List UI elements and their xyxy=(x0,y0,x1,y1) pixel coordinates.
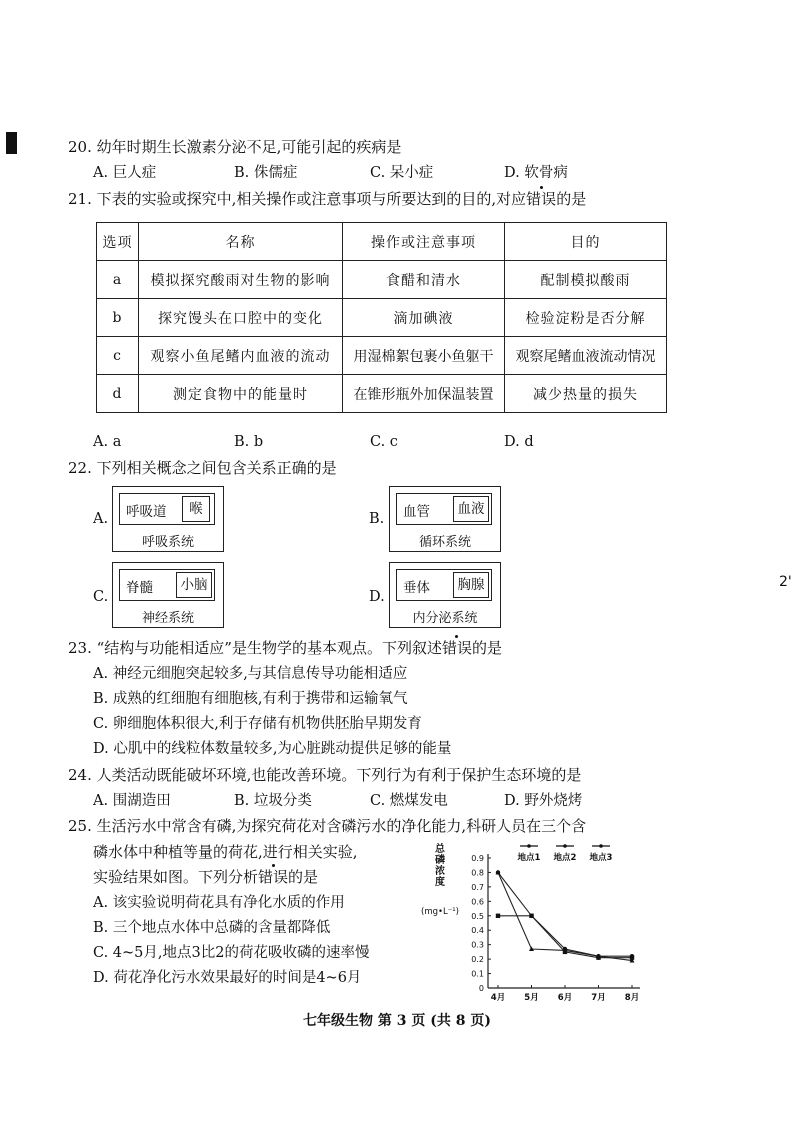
q24-option-a[interactable]: A. 围湖造田 xyxy=(93,793,171,809)
q21-option-b[interactable]: B. b xyxy=(234,434,264,450)
legend-label: 地点1 xyxy=(517,853,541,863)
table-cell: 观察小鱼尾鳍内血液的流动 xyxy=(139,337,343,375)
q20-option-b[interactable]: B. 侏儒症 xyxy=(234,165,298,181)
q24-option-b[interactable]: B. 垃圾分类 xyxy=(234,793,312,809)
header-cell: 名称 xyxy=(139,223,343,261)
outer-label: 循环系统 xyxy=(418,535,471,550)
outer-label: 呼吸系统 xyxy=(141,535,194,550)
y-tick-label: 0.3 xyxy=(471,940,484,950)
header-cell: 选项 xyxy=(97,223,139,261)
table-row xyxy=(97,337,667,375)
q21-option-d[interactable]: D. d xyxy=(504,434,534,450)
table-cell: b xyxy=(97,299,139,337)
q22-option-b-letter[interactable]: B. xyxy=(369,511,385,527)
y-axis-unit: (mg•L⁻¹) xyxy=(421,907,459,917)
page-footer: 七年级生物 第 3 页 (共 8 页) xyxy=(303,1013,491,1029)
legend-swatch-marker xyxy=(599,844,603,848)
table-header-row xyxy=(97,223,667,261)
outer-label: 神经系统 xyxy=(141,611,194,626)
q20-stem: 20. 幼年时期生长激素分泌不足,可能引起的疾病是 xyxy=(68,138,402,156)
data-point xyxy=(529,914,533,918)
q22-stem: 22. 下列相关概念之间包含关系正确的是 xyxy=(68,459,337,477)
q23-option-a[interactable]: A. 神经元细胞突起较多,与其信息传导功能相适应 xyxy=(93,666,408,682)
y-axis-label-char: 磷 xyxy=(435,855,445,866)
registration-marker xyxy=(6,132,17,154)
q25-chart xyxy=(418,842,648,1004)
q24-option-d[interactable]: D. 野外烧烤 xyxy=(504,793,583,809)
table-cell: 在锥形瓶外加保温装置 xyxy=(343,375,505,413)
table-cell: 观察尾鳍血液流动情况 xyxy=(505,337,667,375)
table-cell: a xyxy=(97,261,139,299)
q22-option-c-letter[interactable]: C. xyxy=(93,589,109,605)
x-tick-label: 7月 xyxy=(591,993,606,1003)
y-axis-label-char: 浓 xyxy=(435,866,445,877)
q25-stem-line1: 25. 生活污水中常含有磷,为探究荷花对含磷污水的净化能力,科研人员在三个含 xyxy=(68,817,587,835)
q22-option-a-letter[interactable]: A. xyxy=(93,511,109,527)
q22-diagram-d xyxy=(389,562,501,628)
q22-diagram-a xyxy=(112,486,224,552)
middle-box xyxy=(396,493,492,525)
y-tick-label: 0.4 xyxy=(471,926,484,936)
q25-stem-line2: 磷水体中种植等量的荷花,进行相关实验, xyxy=(93,843,358,861)
y-tick-label: 0.9 xyxy=(471,854,484,863)
q20-option-a[interactable]: A. 巨人症 xyxy=(93,165,157,181)
table-row xyxy=(97,375,667,413)
legend-label: 地点2 xyxy=(553,853,577,863)
q24-option-c[interactable]: C. 燃煤发电 xyxy=(370,793,448,809)
y-tick-label: 0.7 xyxy=(471,882,484,892)
middle-box xyxy=(119,569,215,601)
inner-box: 喉 xyxy=(182,496,210,522)
middle-label: 血管 xyxy=(403,504,430,520)
table-cell: d xyxy=(97,375,139,413)
q25-option-a[interactable]: A. 该实验说明荷花具有净化水质的作用 xyxy=(93,895,345,911)
q21-stem: 21. 下表的实验或探究中,相关操作或注意事项与所要达到的目的,对应错误的是 xyxy=(68,190,587,208)
middle-box xyxy=(119,493,215,525)
outer-label: 内分泌系统 xyxy=(412,611,478,626)
q21-option-c[interactable]: C. c xyxy=(370,434,398,450)
table-row xyxy=(97,299,667,337)
middle-label: 呼吸道 xyxy=(126,504,167,520)
table-cell: c xyxy=(97,337,139,375)
table-cell: 检验淀粉是否分解 xyxy=(505,299,667,337)
q25-option-c[interactable]: C. 4~5月,地点3比2的荷花吸收磷的速率慢 xyxy=(93,945,370,961)
middle-label: 垂体 xyxy=(403,580,430,596)
header-cell: 目的 xyxy=(505,223,667,261)
middle-label: 脊髓 xyxy=(126,580,153,596)
q20-option-d[interactable]: D. 软骨病 xyxy=(504,165,568,181)
q22-diagram-b xyxy=(389,486,501,552)
x-tick-label: 6月 xyxy=(557,993,573,1003)
data-point xyxy=(496,914,500,918)
header-cell: 操作或注意事项 xyxy=(343,223,505,261)
table-cell: 探究馒头在口腔中的变化 xyxy=(139,299,343,337)
middle-box xyxy=(396,569,492,601)
legend-swatch-marker xyxy=(563,844,567,848)
table-cell: 滴加碘液 xyxy=(343,299,505,337)
y-tick-label: 0.6 xyxy=(471,897,484,907)
q25-option-d[interactable]: D. 荷花净化污水效果最好的时间是4~6月 xyxy=(93,970,362,986)
y-tick-label: 0.5 xyxy=(471,911,484,921)
q22-diagram-c xyxy=(112,562,224,628)
table-cell: 食醋和清水 xyxy=(343,261,505,299)
q21-option-a[interactable]: A. a xyxy=(93,434,122,450)
table-cell: 测定食物中的能量时 xyxy=(139,375,343,413)
y-tick-label: 0.2 xyxy=(471,955,484,965)
inner-box: 血液 xyxy=(453,496,489,522)
legend-label: 地点3 xyxy=(589,853,613,863)
y-tick-label: 0.1 xyxy=(471,969,484,979)
q23-stem: 23. “结构与功能相适应”是生物学的基本观点。下列叙述错误的是 xyxy=(68,639,502,657)
q25-stem-line3: 实验结果如图。下列分析错误的是 xyxy=(93,868,319,886)
y-tick-label: 0 xyxy=(478,984,484,993)
q21-table xyxy=(96,222,667,413)
y-axis-label-char: 总 xyxy=(435,844,445,855)
legend-swatch-marker xyxy=(527,844,531,848)
series-line-1 xyxy=(498,872,632,956)
y-axis-label-char: 度 xyxy=(435,877,445,888)
x-tick-label: 4月 xyxy=(490,993,506,1003)
edge-mark: 2' xyxy=(779,574,792,590)
table-cell: 配制模拟酸雨 xyxy=(505,261,667,299)
q25-emphasis: 错误 xyxy=(258,868,289,886)
x-tick-label: 5月 xyxy=(524,993,539,1003)
table-cell: 减少热量的损失 xyxy=(505,375,667,413)
inner-box: 胸腺 xyxy=(453,572,489,598)
q24-stem: 24. 人类活动既能破坏环境,也能改善环境。下列行为有利于保护生态环境的是 xyxy=(68,766,582,784)
q20-option-c[interactable]: C. 呆小症 xyxy=(370,165,434,181)
q23-emphasis: 错误 xyxy=(441,639,472,657)
q23-option-c[interactable]: C. 卵细胞体积很大,利于存储有机物供胚胎早期发育 xyxy=(93,716,422,732)
q21-emphasis: 错误 xyxy=(526,190,557,208)
q25-option-b[interactable]: B. 三个地点水体中总磷的含量都降低 xyxy=(93,920,331,936)
x-tick-label: 8月 xyxy=(624,993,640,1003)
q23-option-d[interactable]: D. 心肌中的线粒体数量较多,为心脏跳动提供足够的能量 xyxy=(93,741,452,757)
y-tick-label: 0.8 xyxy=(471,868,484,878)
table-cell: 模拟探究酸雨对生物的影响 xyxy=(139,261,343,299)
q22-option-d-letter[interactable]: D. xyxy=(369,589,385,605)
inner-box: 小脑 xyxy=(176,572,212,598)
table-row xyxy=(97,261,667,299)
table-cell: 用湿棉絮包裹小鱼躯干 xyxy=(343,337,505,375)
q23-option-b[interactable]: B. 成熟的红细胞有细胞核,有利于携带和运输氧气 xyxy=(93,691,408,707)
